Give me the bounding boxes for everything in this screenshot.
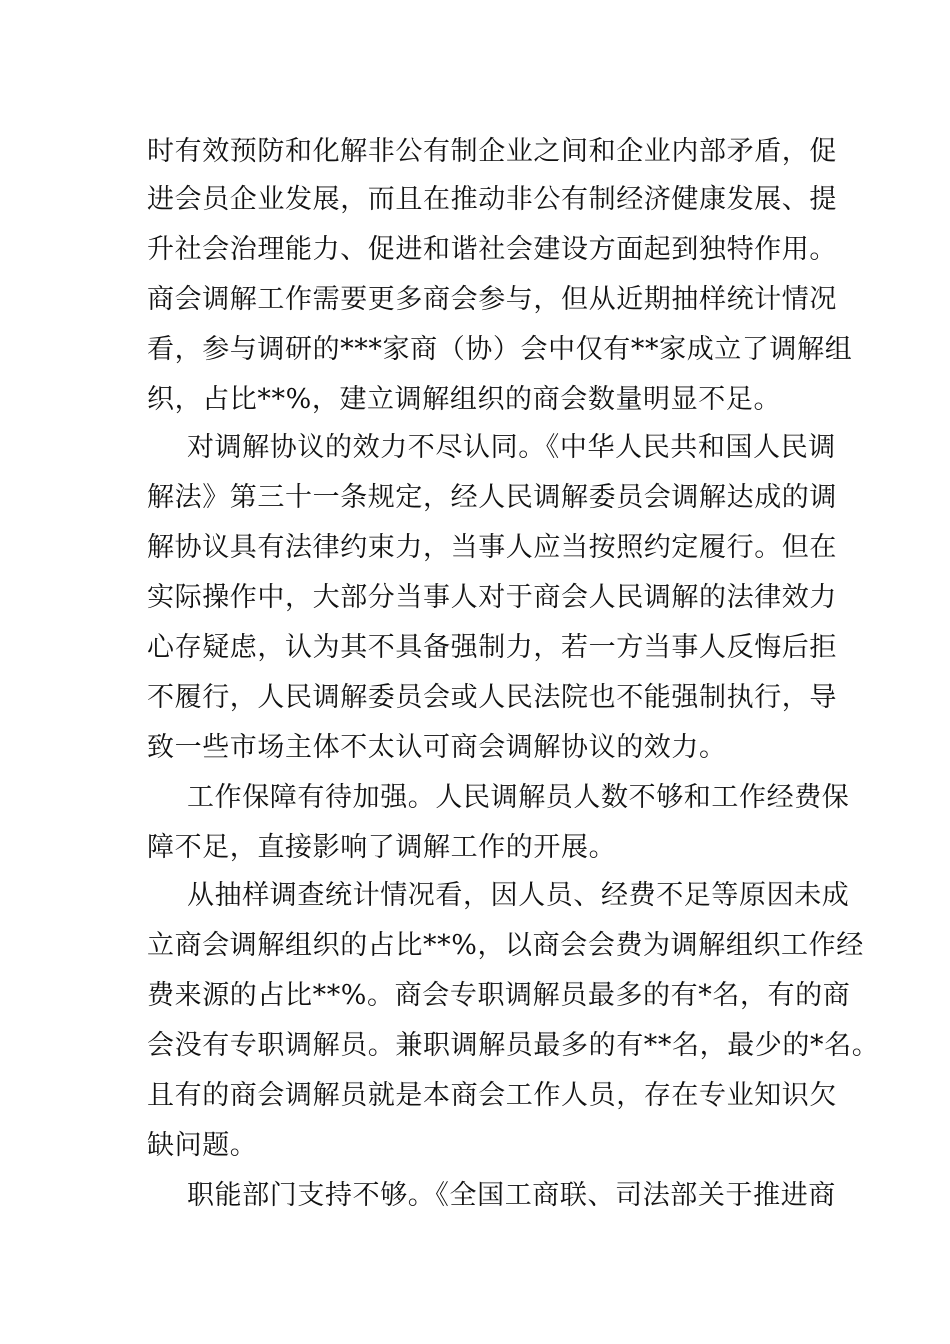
text-line: 实际操作中，大部分当事人对于商会人民调解的法律效力 xyxy=(147,582,837,613)
text-line: 解法》第三十一条规定，经人民调解委员会调解达成的调 xyxy=(147,482,837,513)
text-line: 商会调解工作需要更多商会参与，但从近期抽样统计情况 xyxy=(147,284,837,315)
text-line: 缺问题。 xyxy=(147,1130,258,1161)
text-line: 时有效预防和化解非公有制企业之间和企业内部矛盾，促 xyxy=(147,136,837,167)
paragraph-heading-line: 对调解协议的效力不尽认同。《中华人民共和国人民调 xyxy=(187,432,836,463)
text-line: 升社会治理能力、促进和谐社会建设方面起到独特作用。 xyxy=(147,234,837,265)
text-line: 看，参与调研的***家商（协）会中仅有**家成立了调解组 xyxy=(147,334,853,365)
text-line: 致一些市场主体不太认可商会调解协议的效力。 xyxy=(147,732,727,763)
text-line: 且有的商会调解员就是本商会工作人员，存在专业知识欠 xyxy=(147,1080,837,1111)
text-line: 织，占比**%，建立调解组织的商会数量明显不足。 xyxy=(147,384,782,415)
text-line: 费来源的占比**%。商会专职调解员最多的有*名，有的商 xyxy=(147,980,851,1011)
text-line: 会没有专职调解员。兼职调解员最多的有**名，最少的*名。 xyxy=(147,1030,880,1061)
text-line: 障不足，直接影响了调解工作的开展。 xyxy=(147,832,617,863)
paragraph-heading-line: 工作保障有待加强。人民调解员人数不够和工作经费保 xyxy=(187,782,850,813)
text-line: 心存疑虑，认为其不具备强制力，若一方当事人反悔后拒 xyxy=(147,632,837,663)
text-line: 不履行，人民调解委员会或人民法院也不能强制执行，导 xyxy=(147,682,837,713)
text-line: 立商会调解组织的占比**%，以商会会费为调解组织工作经 xyxy=(147,930,864,961)
paragraph-start-line: 从抽样调查统计情况看，因人员、经费不足等原因未成 xyxy=(187,880,850,911)
text-line: 解协议具有法律约束力，当事人应当按照约定履行。但在 xyxy=(147,532,837,563)
text-line: 进会员企业发展，而且在推动非公有制经济健康发展、提 xyxy=(147,184,837,215)
paragraph-heading-line: 职能部门支持不够。《全国工商联、司法部关于推进商 xyxy=(187,1180,836,1211)
